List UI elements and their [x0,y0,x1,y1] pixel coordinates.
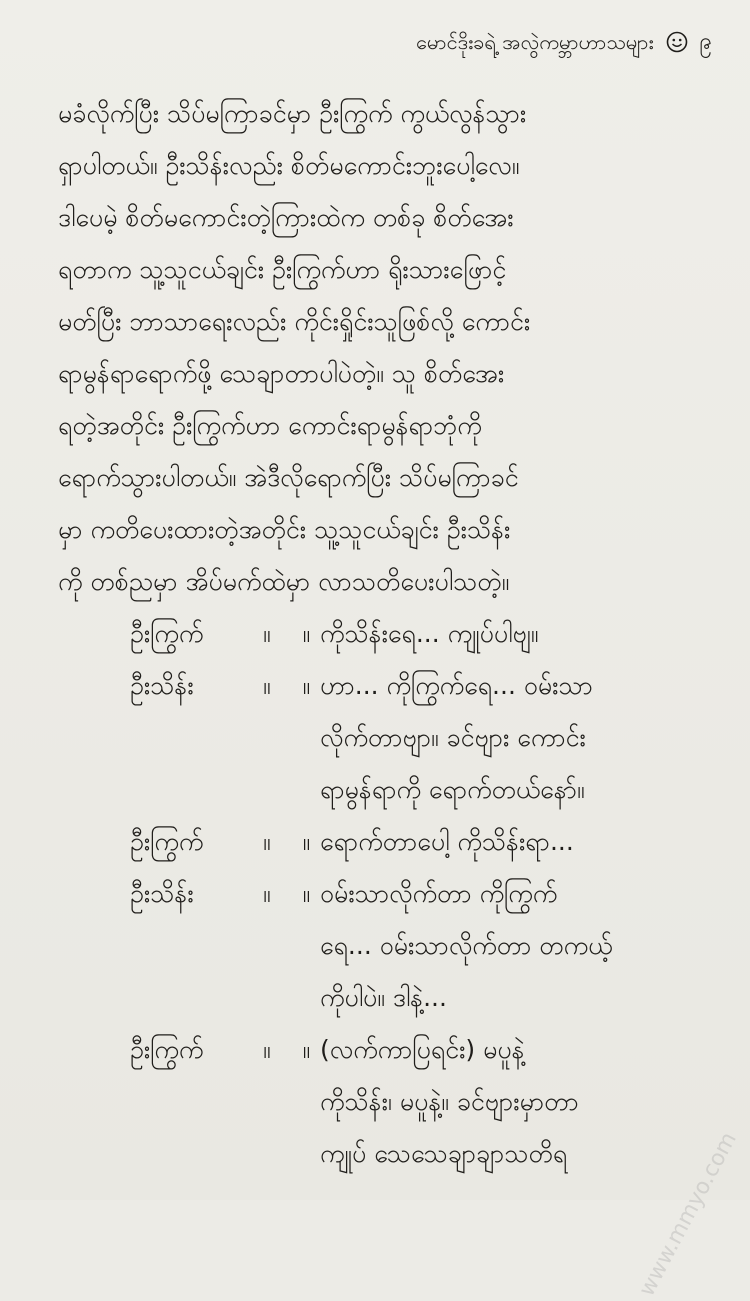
speech-text: ကျုပ် သေသေချာချာသတိရ [320,1139,568,1168]
speech-text: လိုက်တာဗျာ။ ခင်ဗျား ကောင်း [320,723,586,752]
dialogue-line [58,764,698,816]
speaker-name: ဦးကြွက် [130,619,204,648]
speech-text: ရာမွန်ရာကို ရောက်တယ်နော်။ [320,775,585,804]
dialogue-line [58,816,698,868]
speech-text: ဝမ်းသာလိုက်တာ ကိုကြွက် [320,879,558,908]
paragraph-line: ရတာက သူ့သူငယ်ချင်း ဦးကြွက်ဟာ ရိုးသားဖြောင့် [58,255,507,284]
speaker-separator: ။ ။ [263,1035,323,1064]
speaker-separator: ။ ။ [263,879,323,908]
dialogue-line [58,920,698,972]
speaker-name: ဦးသိန်း [130,879,194,908]
speaker-separator: ။ ။ [263,827,323,856]
narrative-paragraph [58,88,698,608]
paragraph-line: မှာ ကတိပေးထားတဲ့အတိုင်း သူ့သူငယ်ချင်း ဦးသိန်း [58,515,511,544]
dialogue-line [58,608,698,660]
speaker-name: ဦးကြွက် [130,1035,204,1064]
speech-text: (လက်ကာပြရင်း) မပူနဲ့ [320,1035,525,1064]
dialogue-line [58,868,698,920]
speech-text: ကိုပါပဲ။ ဒါနဲ့... [320,983,447,1012]
speech-text: ရေ... ဝမ်းသာလိုက်တာ တကယ့် [320,931,613,960]
dialogue-line [58,712,698,764]
dialogue-block [58,608,698,1180]
site-watermark: www.mmyo.com [634,1128,742,1301]
smiley-icon [666,31,688,53]
paragraph-line: မတ်ပြီး ဘာသာရေးလည်း ကိုင်းရှိုင်းသူဖြစ်လို့ ကောင်း [58,307,531,336]
dialogue-line [58,972,698,1024]
speech-text: ကိုသိန်း၊ မပူနဲ့။ ခင်ဗျားမှာတာ [320,1087,579,1116]
running-title: မောင်ဒိုးခရဲ့ အလွဲကမ္ဘာဟာသများ [416,30,654,54]
paragraph-line: ရတဲ့အတိုင်း ဦးကြွက်ဟာ ကောင်းရာမွန်ရာဘုံကို [58,411,482,440]
dialogue-line [58,1076,698,1128]
speech-text: ရောက်တာပေါ့ ကိုသိန်းရာ... [320,827,574,856]
speaker-name: ဦးကြွက် [130,827,204,856]
dialogue-line [58,660,698,712]
speech-text: ကိုသိန်းရေ... ကျုပ်ပါဗျ။ [320,619,539,648]
speaker-separator: ။ ။ [263,619,323,648]
speaker-separator: ။ ။ [263,671,323,700]
page-number: ၉ [699,29,712,54]
paragraph-line: ရောက်သွားပါတယ်။ အဲဒီလိုရောက်ပြီး သိပ်မကြာခင် [58,463,519,492]
speaker-name: ဦးသိန်း [130,671,194,700]
dialogue-line [58,1128,698,1180]
paragraph-line: ကို တစ်ညမှာ အိပ်မက်ထဲမှာ လာသတိပေးပါသတဲ့။ [58,567,510,596]
running-header [416,22,712,62]
speech-text: ဟာ... ကိုကြွက်ရေ... ဝမ်းသာ [320,671,593,700]
dialogue-line [58,1024,698,1076]
paragraph-line: မခံလိုက်ပြီး သိပ်မကြာခင်မှာ ဦးကြွက် ကွယ်လွန်သွား [58,99,527,128]
paragraph-line: ရှာပါတယ်။ ဦးသိန်းလည်း စိတ်မကောင်းဘူးပေါ့လေ။ [58,151,520,180]
paragraph-line: ရာမွန်ရာရောက်ဖို့ သေချာတာပါပဲတဲ့။ သူ စိတ်အေး [58,359,505,388]
paragraph-line: ဒါပေမဲ့ စိတ်မကောင်းတဲ့ကြားထဲက တစ်ခု စိတ်အေး [58,203,514,232]
